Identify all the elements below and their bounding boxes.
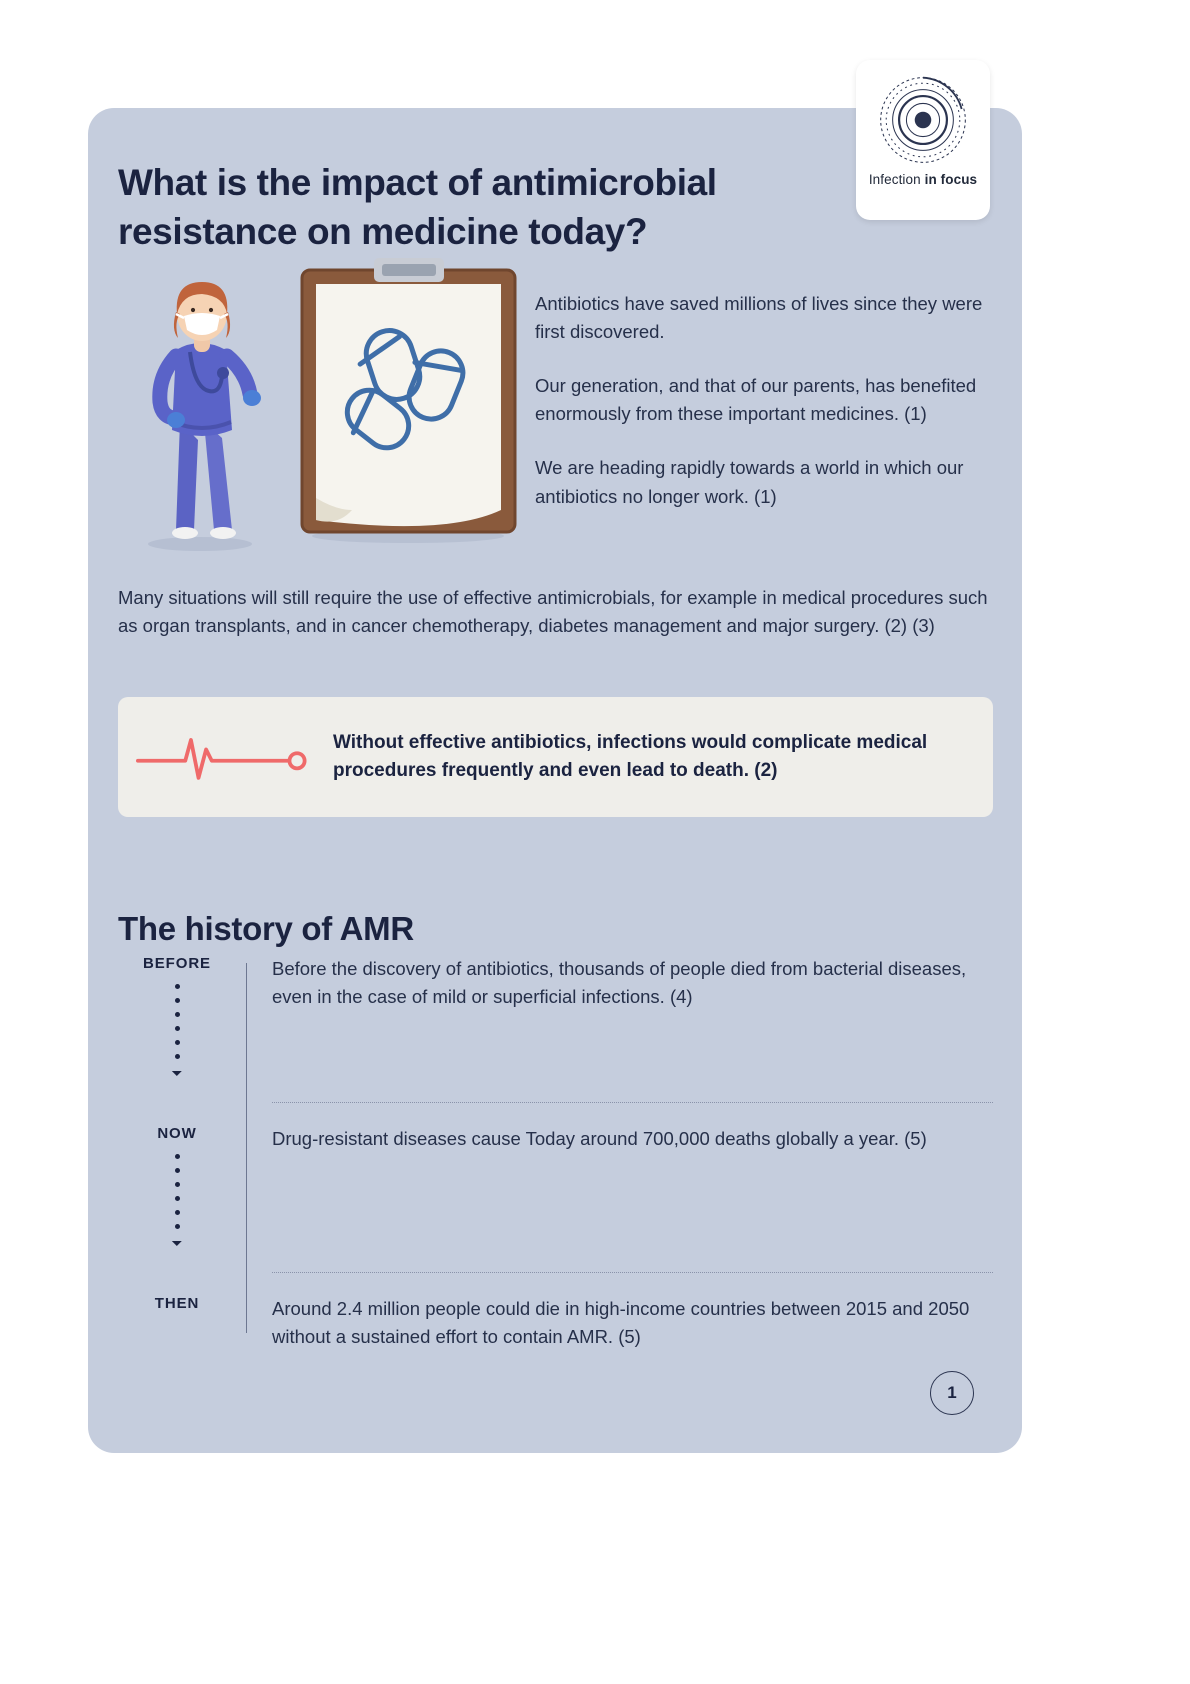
logo-caption-normal: Infection — [868, 172, 925, 187]
timeline-item — [118, 1125, 993, 1250]
chevron-down-icon: ⏷ — [171, 1235, 183, 1251]
concentric-circles-logo-icon — [877, 74, 969, 166]
timeline-label-column — [118, 1125, 246, 1250]
intro-paragraph-2: Our generation, and that of our parents, has benefited enormously from these important medicines. (1) — [535, 375, 977, 425]
timeline-text-before: Before the discovery of antibiotics, thousands of people died from bacterial diseases, even in the case of mild or superficial infections. (4) — [272, 958, 967, 1007]
hero-illustration — [118, 258, 528, 558]
body-paragraph: Many situations will still require the use of effective antimicrobials, for example in medical procedures such as organ transplants, and in cancer chemotherapy, diabetes management and major surgery. (2) (3) — [118, 586, 988, 637]
logo-caption — [869, 172, 977, 187]
chevron-down-icon: ⏷ — [171, 1065, 183, 1081]
page-number-badge: 1 — [930, 1371, 974, 1415]
timeline-label-column — [118, 955, 246, 1080]
timeline-dots — [118, 1154, 236, 1250]
timeline-label-now: NOW — [157, 1125, 197, 1142]
timeline-text-now: Drug-resistant diseases cause Today around 700,000 deaths globally a year. (5) — [272, 1128, 927, 1149]
page-title: What is the impact of antimicrobial resistance on medicine today? — [118, 161, 717, 252]
timeline-dots — [118, 984, 236, 1080]
callout-text: Without effective antibiotics, infections would complicate medical procedures frequently and even lead to death. (2) — [333, 731, 928, 781]
timeline-separator — [272, 1102, 993, 1103]
callout-box — [118, 697, 993, 817]
section-title: The history of AMR — [118, 910, 414, 948]
timeline-label-before: BEFORE — [143, 955, 211, 972]
heartbeat-pulse-icon — [118, 728, 333, 786]
timeline-label-then: THEN — [154, 1295, 200, 1312]
logo-caption-bold: in focus — [924, 172, 978, 187]
intro-paragraphs — [535, 290, 985, 511]
intro-paragraph-1: Antibiotics have saved millions of lives since they were first discovered. — [535, 293, 983, 343]
logo-badge — [856, 60, 990, 220]
intro-paragraph-3: We are heading rapidly towards a world in which our antibiotics no longer work. (1) — [535, 457, 964, 507]
timeline-text-then: Around 2.4 million people could die in high-income countries between 2015 and 2050 without a sustained effort to contain AMR. (5) — [272, 1298, 970, 1347]
timeline-item — [118, 1295, 993, 1395]
timeline-label-column — [118, 1295, 246, 1312]
timeline-item — [118, 955, 993, 1080]
nurse-illustration — [128, 272, 278, 552]
history-timeline — [118, 955, 993, 1395]
timeline-separator — [272, 1272, 993, 1273]
clipboard-with-pills-illustration — [296, 258, 521, 543]
